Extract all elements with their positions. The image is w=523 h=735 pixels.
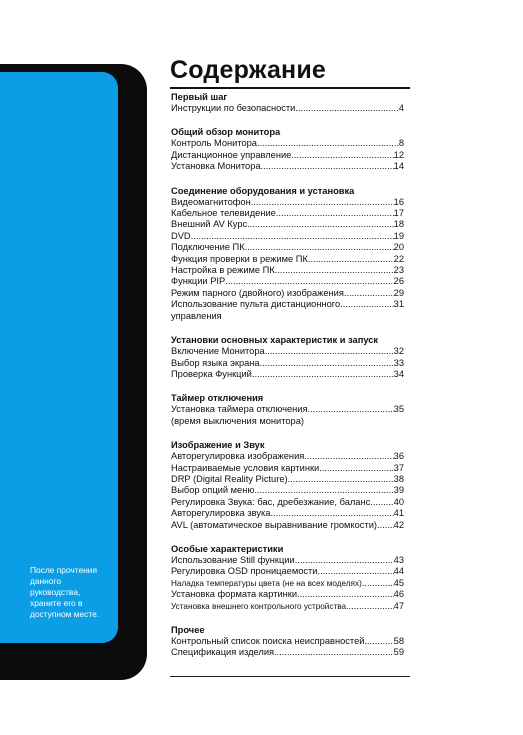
dot-leader xyxy=(254,485,393,496)
toc-entry xyxy=(171,265,404,276)
bottom-divider xyxy=(170,676,410,677)
page-number: 59 xyxy=(393,647,404,658)
toc-entry xyxy=(171,161,404,172)
toc-entry xyxy=(171,474,404,485)
entry-title: Внешний AV Курс xyxy=(171,219,248,230)
dot-leader xyxy=(252,369,394,380)
page-number: 31 xyxy=(393,299,404,310)
dot-leader xyxy=(297,589,394,600)
toc-entry xyxy=(171,497,404,508)
toc-entry xyxy=(171,508,404,519)
entry-title: Авторегулировка изображения xyxy=(171,451,305,462)
page-number: 23 xyxy=(393,265,404,276)
page-number: 18 xyxy=(393,219,404,230)
page-number: 37 xyxy=(393,462,404,473)
page-number: 33 xyxy=(393,357,404,368)
toc-entry xyxy=(171,103,404,114)
entry-title: Включение Монитора xyxy=(171,346,265,357)
dot-leader xyxy=(317,566,393,577)
toc-entry xyxy=(171,601,404,612)
toc-entry xyxy=(171,138,404,149)
entry-title: Контроль Монитора xyxy=(171,138,257,149)
page-number: 4 xyxy=(398,103,404,113)
entry-title: Наладка температуры цвета (не на всех моделях) xyxy=(171,578,362,588)
dot-leader xyxy=(225,276,393,287)
dot-leader xyxy=(344,288,394,299)
toc-entry xyxy=(171,636,404,647)
page-number: 40 xyxy=(393,496,404,507)
dot-leader xyxy=(308,254,394,265)
toc-entry xyxy=(171,485,404,496)
dot-leader xyxy=(265,346,394,357)
toc-entry xyxy=(171,358,404,369)
dot-leader xyxy=(270,508,393,519)
toc-entry xyxy=(171,276,404,287)
toc-entry xyxy=(171,208,404,219)
dot-leader xyxy=(245,242,394,253)
entry-title: Авторегулировка звука xyxy=(171,508,271,519)
entry-title: Функция проверки в режиме ПК xyxy=(171,253,308,264)
entry-title: Инструкции по безопасности xyxy=(171,103,296,113)
toc-section xyxy=(171,625,404,659)
toc-entry xyxy=(171,369,404,380)
section-heading: Таймер отключения xyxy=(171,393,264,404)
page-number: 45 xyxy=(393,577,404,588)
entry-title: Спецификация изделия xyxy=(171,647,275,658)
toc-section xyxy=(171,393,404,427)
page-number: 42 xyxy=(393,519,404,530)
dot-leader xyxy=(346,601,394,612)
toc-entry xyxy=(171,520,404,531)
toc-entry xyxy=(171,578,404,589)
toc-entry xyxy=(171,404,404,427)
dot-leader xyxy=(257,138,399,149)
page-number: 20 xyxy=(393,242,404,253)
dot-leader xyxy=(291,150,393,161)
toc-section xyxy=(171,544,404,612)
page-number: 32 xyxy=(393,346,404,357)
dot-leader xyxy=(295,555,394,566)
entry-title: DVD xyxy=(171,230,191,241)
toc-entry xyxy=(171,231,404,242)
entry-title: Контрольный список поиска неисправностей xyxy=(171,636,365,646)
dot-leader xyxy=(261,161,394,172)
page-number: 46 xyxy=(393,589,404,600)
dot-leader xyxy=(340,299,394,310)
dot-leader xyxy=(191,231,394,242)
dot-leader xyxy=(251,197,394,208)
entry-title: DRP (Digital Reality Picture) xyxy=(171,473,288,484)
entry-title: Использование Still функции xyxy=(171,554,295,565)
entry-title: Выбор опций меню xyxy=(171,485,255,496)
dot-leader xyxy=(247,219,394,230)
entry-title: Функции PIP xyxy=(171,276,226,287)
dot-leader xyxy=(260,358,394,369)
entry-title: Настройка в режиме ПК xyxy=(171,265,275,276)
entry-title: Настраиваемые условия картинки xyxy=(171,462,320,473)
section-heading: Установки основных характеристик и запуск xyxy=(171,335,379,346)
blue-side-panel xyxy=(0,72,118,643)
entry-title: Регулировка Звука: бас, дребезжание, баланс xyxy=(171,496,371,507)
entry-title: Регулировка OSD проницаемости xyxy=(171,566,318,577)
toc-section xyxy=(171,92,404,114)
entry-title: AVL (автоматическое выравнивание громкости) xyxy=(171,519,377,530)
title-divider xyxy=(170,87,410,89)
page-number: 47 xyxy=(393,600,404,611)
dot-leader xyxy=(295,103,398,114)
entry-title: Установка внешнего контрольного устройства xyxy=(171,601,347,611)
page-number: 35 xyxy=(393,404,404,415)
toc-entry xyxy=(171,566,404,577)
toc-entry xyxy=(171,254,404,265)
entry-title: Использование пульта дистанционного управления xyxy=(171,299,341,321)
dot-leader xyxy=(304,451,393,462)
dot-leader xyxy=(274,647,394,658)
dot-leader xyxy=(364,636,393,647)
toc-entry xyxy=(171,197,404,208)
page-number: 44 xyxy=(393,566,404,577)
page-number: 34 xyxy=(393,368,404,379)
toc-entry xyxy=(171,463,404,474)
page-number: 29 xyxy=(393,287,404,298)
page-number: 38 xyxy=(393,473,404,484)
section-heading: Изображение и Звук xyxy=(171,440,265,451)
dot-leader xyxy=(288,474,394,485)
toc-entry xyxy=(171,589,404,600)
entry-title: Дистанционное управление xyxy=(171,149,292,160)
page-number: 17 xyxy=(393,208,404,219)
page-number: 36 xyxy=(393,451,404,462)
entry-title: Видеомагнитофон xyxy=(171,196,251,207)
toc-entry xyxy=(171,150,404,161)
page-number: 16 xyxy=(393,196,404,207)
page-number: 58 xyxy=(393,636,404,646)
toc-entry xyxy=(171,299,404,322)
toc-section xyxy=(171,127,404,172)
dot-leader xyxy=(370,497,393,508)
entry-title: Подключение ПК xyxy=(171,242,245,253)
page-number: 19 xyxy=(393,230,404,241)
toc-entry xyxy=(171,219,404,230)
dot-leader xyxy=(377,520,394,531)
toc-section xyxy=(171,440,404,531)
dot-leader xyxy=(275,265,394,276)
page-number: 12 xyxy=(393,149,404,160)
toc-entry xyxy=(171,647,404,658)
entry-title: Кабельное телевидение xyxy=(171,208,276,219)
page-number: 22 xyxy=(393,253,404,264)
page-number: 39 xyxy=(393,485,404,496)
entry-title: Проверка Функций xyxy=(171,368,252,379)
section-heading: Общий обзор монитора xyxy=(171,127,281,138)
page-number: 8 xyxy=(398,138,404,149)
table-of-contents xyxy=(171,92,404,672)
page-number: 26 xyxy=(393,276,404,287)
section-heading: Прочее xyxy=(171,625,205,635)
entry-title: Установка таймера отключения (время выключения монитора) xyxy=(171,404,308,426)
page-number: 14 xyxy=(393,161,404,172)
section-heading: Соединение оборудования и установка xyxy=(171,185,355,196)
entry-title: Режим парного (двойного) изображения xyxy=(171,287,344,298)
entry-title: Установка Монитора xyxy=(171,161,261,172)
toc-entry xyxy=(171,451,404,462)
page-title: Содержание xyxy=(170,56,327,84)
toc-section xyxy=(171,335,404,380)
toc-entry xyxy=(171,288,404,299)
entry-title: Установка формата картинки xyxy=(171,589,298,600)
dot-leader xyxy=(276,208,394,219)
toc-entry xyxy=(171,242,404,253)
page-number: 43 xyxy=(393,554,404,565)
toc-section xyxy=(171,186,404,322)
dot-leader xyxy=(319,463,393,474)
toc-entry xyxy=(171,346,404,357)
section-heading: Первый шаг xyxy=(171,92,228,102)
section-heading: Особые характеристики xyxy=(171,543,284,554)
dot-leader xyxy=(308,404,394,415)
page-number: 41 xyxy=(393,508,404,519)
toc-entry xyxy=(171,555,404,566)
dot-leader xyxy=(362,578,394,589)
entry-title: Выбор языка экрана xyxy=(171,357,260,368)
side-note: После прочтения данного руководства, храните его в доступном месте. xyxy=(30,565,100,619)
